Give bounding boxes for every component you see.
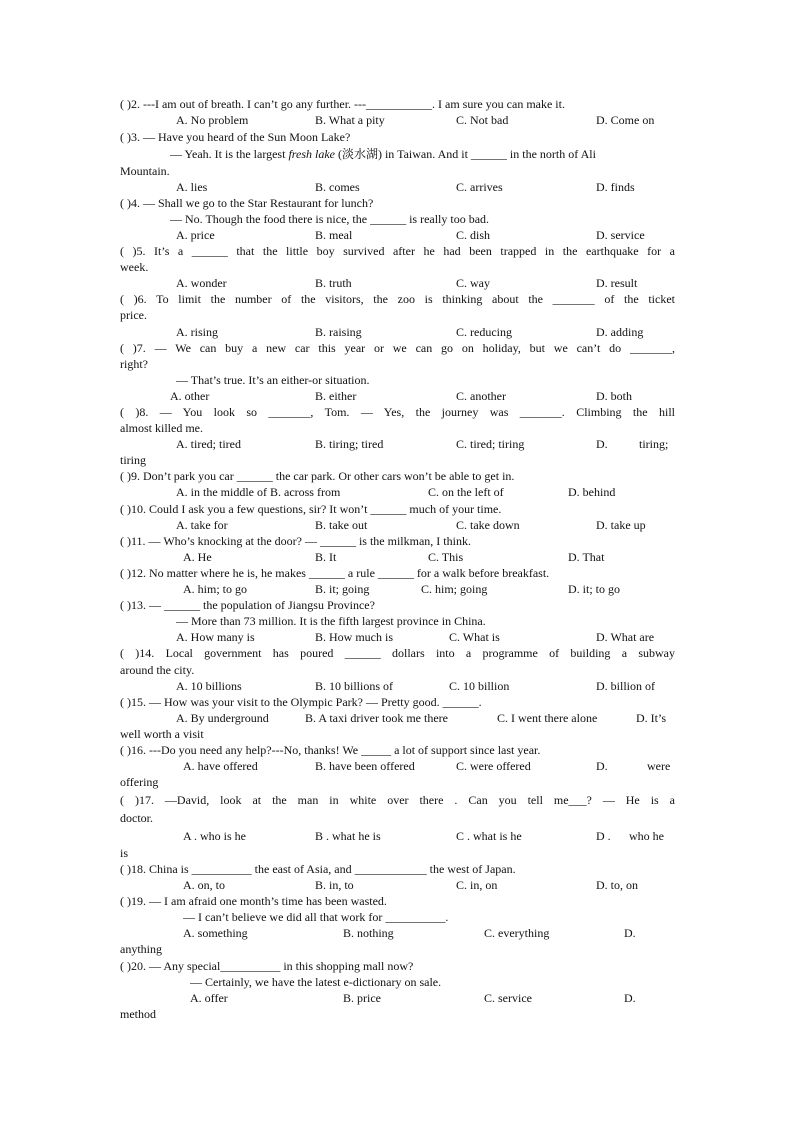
question-3-stem-line3: Mountain. — [120, 164, 170, 178]
question-15-option-a: A. By underground — [176, 711, 269, 725]
question-18-stem: ( )18. China is __________ the east of Asia, and ____________ the west of Japan. — [120, 862, 516, 876]
question-13-stem-line2: — More than 73 million. It is the fifth largest province in China. — [176, 614, 486, 628]
question-18-option-c: C. in, on — [456, 878, 498, 892]
question-5-option-d: D. result — [596, 276, 638, 290]
question-12-option-a: A. him; to go — [183, 582, 248, 596]
question-12-stem: ( )12. No matter where he is, he makes ______ a rule ______ for a walk before breakfast. — [120, 566, 550, 580]
question-9-stem: ( )9. Don’t park you car ______ the car park. Or other cars won’t be able to get in. — [120, 469, 515, 483]
question-5-stem-line2: week. — [120, 260, 149, 274]
question-4-stem: ( )4. — Shall we go to the Star Restaurant for lunch? — [120, 196, 374, 210]
question-19-option-b: B. nothing — [343, 926, 394, 940]
question-4-option-b: B. meal — [315, 228, 353, 242]
question-3-option-d: D. finds — [596, 180, 635, 194]
question-4-stem-line2: — No. Though the food there is nice, the ______ is really too bad. — [170, 212, 490, 226]
question-14-option-c: C. 10 billion — [449, 679, 510, 693]
question-7-option-b: B. either — [315, 389, 357, 403]
question-2-option-a: A. No problem — [176, 113, 249, 127]
question-2-option-b: B. What a pity — [315, 113, 385, 127]
question-13-option-b: B. How much is — [315, 630, 393, 644]
question-16-option-d-text: were — [647, 759, 671, 773]
question-16-option-d-wrap: offering — [120, 775, 159, 789]
question-16-option-a: A. have offered — [183, 759, 258, 773]
question-8-option-d-text: tiring; — [639, 437, 669, 451]
question-5-option-a: A. wonder — [176, 276, 227, 290]
question-12-option-b: B. it; going — [315, 582, 370, 596]
question-10-stem: ( )10. Could I ask you a few questions, sir? It won’t ______ much of your time. — [120, 502, 502, 516]
question-20-option-b: B. price — [343, 991, 381, 1005]
question-14-stem: ( )14. Local government has poured ______ dollars into a programme of building a subway — [120, 646, 675, 660]
question-5-option-c: C. way — [456, 276, 490, 290]
question-6-option-c: C. reducing — [456, 325, 512, 339]
question-14-option-d: D. billion of — [596, 679, 655, 693]
question-11-stem: ( )11. — Who’s knocking at the door? — ______ is the milkman, I think. — [120, 534, 471, 548]
question-20-option-d-wrap: method — [120, 1007, 156, 1021]
question-15-option-d: D. It’s — [636, 711, 666, 725]
question-4-option-a: A. price — [176, 228, 215, 242]
question-7-option-c: C. another — [456, 389, 506, 403]
question-11-option-b: B. It — [315, 550, 337, 564]
question-2-stem: ( )2. ---I am out of breath. I can’t go any further. ---___________. I am sure you can make it. — [120, 97, 565, 111]
question-4-option-d: D. service — [596, 228, 645, 242]
question-15-stem: ( )15. — How was your visit to the Olympic Park? — Pretty good. ______. — [120, 695, 482, 709]
question-17-option-a: A . who is he — [183, 829, 246, 843]
question-9-option-c: C. on the left of — [428, 485, 504, 499]
question-7-stem-line2: right? — [120, 357, 148, 371]
question-13-option-a: A. How many is — [176, 630, 255, 644]
question-19-option-d: D. — [624, 926, 636, 940]
question-18-option-d: D. to, on — [596, 878, 638, 892]
question-8-stem: ( )8. — You look so _______, Tom. — Yes, the journey was _______. Climbing the hill — [120, 405, 675, 419]
question-17-option-c: C . what is he — [456, 829, 522, 843]
question-7-option-a: A. other — [170, 389, 210, 403]
question-7-stem: ( )7. — We can buy a new car this year or we can go on holiday, but we can’t do _______, — [120, 341, 675, 355]
question-7-option-d: D. both — [596, 389, 632, 403]
question-15-option-b: B. A taxi driver took me there — [305, 711, 448, 725]
question-10-option-d: D. take up — [596, 518, 646, 532]
question-14-option-a: A. 10 billions — [176, 679, 242, 693]
question-20-stem-line2: — Certainly, we have the latest e-dictionary on sale. — [190, 975, 442, 989]
question-5-option-b: B. truth — [315, 276, 352, 290]
question-8-stem-line2: almost killed me. — [120, 421, 203, 435]
question-3-option-c: C. arrives — [456, 180, 503, 194]
question-20-option-a: A. offer — [190, 991, 228, 1005]
question-13-stem: ( )13. — ______ the population of Jiangsu Province? — [120, 598, 375, 612]
question-8-option-c: C. tired; tiring — [456, 437, 525, 451]
question-19-option-a: A. something — [183, 926, 248, 940]
question-18-option-a: A. on, to — [183, 878, 225, 892]
question-8-option-d: D. — [596, 437, 608, 451]
question-2-option-d: D. Come on — [596, 113, 655, 127]
question-17-option-d: D . — [596, 829, 611, 843]
question-14-stem-line2: around the city. — [120, 663, 195, 677]
question-13-option-c: C. What is — [449, 630, 500, 644]
question-9-option-d: D. behind — [568, 485, 616, 499]
question-11-option-c: C. This — [428, 550, 464, 564]
question-17-stem: ( )17. —David, look at the man in white over there . Can you tell me___? — He is a — [120, 793, 675, 807]
question-9-option-ab: A. in the middle of B. across from — [176, 485, 341, 499]
question-6-stem-line2: price. — [120, 308, 147, 322]
question-18-option-b: B. in, to — [315, 878, 354, 892]
question-19-option-d-wrap: anything — [120, 942, 162, 956]
question-5-stem: ( )5. It’s a ______ that the little boy survived after he had been trapped in the earthquake for a — [120, 244, 675, 258]
question-3-fresh-lake: fresh lake — [288, 147, 335, 161]
question-16-stem: ( )16. ---Do you need any help?---No, thanks! We _____ a lot of support since last year. — [120, 743, 541, 757]
question-3-option-a: A. lies — [176, 180, 208, 194]
question-3-option-b: B. comes — [315, 180, 360, 194]
question-15-option-c: C. I went there alone — [497, 711, 598, 725]
question-19-stem: ( )19. — I am afraid one month’s time has been wasted. — [120, 894, 387, 908]
question-11-option-a: A. He — [183, 550, 212, 564]
question-13-option-d: D. What are — [596, 630, 655, 644]
question-7-stem-line3: — That’s true. It’s an either-or situation. — [176, 373, 370, 387]
question-12-option-d: D. it; to go — [568, 582, 621, 596]
question-4-option-c: C. dish — [456, 228, 491, 242]
question-17-stem-line2: doctor. — [120, 811, 153, 825]
question-15-option-d-wrap: well worth a visit — [120, 727, 204, 741]
question-6-option-a: A. rising — [176, 325, 218, 339]
question-17-option-d-text: who he — [629, 829, 664, 843]
question-10-option-c: C. take down — [456, 518, 520, 532]
question-6-stem: ( )6. To limit the number of the visitors, the zoo is thinking about the _______ of the ticket — [120, 292, 675, 306]
question-16-option-b: B. have been offered — [315, 759, 415, 773]
question-12-option-c: C. him; going — [421, 582, 488, 596]
question-11-option-d: D. That — [568, 550, 605, 564]
question-6-option-b: B. raising — [315, 325, 362, 339]
question-3-stem: ( )3. — Have you heard of the Sun Moon Lake? — [120, 130, 351, 144]
question-3-stem-part: (淡水湖) in Taiwan. And it ______ in the north of Ali — [334, 147, 596, 161]
question-8-option-d-wrap: tiring — [120, 453, 146, 467]
question-3-stem-line2 — [170, 146, 675, 162]
question-16-option-d: D. — [596, 759, 608, 773]
question-8-option-a: A. tired; tired — [176, 437, 241, 451]
question-10-option-a: A. take for — [176, 518, 228, 532]
question-16-option-c: C. were offered — [456, 759, 531, 773]
question-2-option-c: C. Not bad — [456, 113, 509, 127]
question-20-option-c: C. service — [484, 991, 532, 1005]
question-17-option-b: B . what he is — [315, 829, 381, 843]
question-14-option-b: B. 10 billions of — [315, 679, 394, 693]
question-17-option-d-wrap: is — [120, 846, 129, 860]
question-19-option-c: C. everything — [484, 926, 550, 940]
question-10-option-b: B. take out — [315, 518, 368, 532]
question-20-stem: ( )20. — Any special__________ in this shopping mall now? — [120, 959, 414, 973]
question-6-option-d: D. adding — [596, 325, 644, 339]
question-19-stem-line2: — I can’t believe we did all that work for __________. — [183, 910, 449, 924]
question-3-stem-part: — Yeah. It is the largest — [170, 147, 289, 161]
question-8-option-b: B. tiring; tired — [315, 437, 384, 451]
question-20-option-d: D. — [624, 991, 636, 1005]
